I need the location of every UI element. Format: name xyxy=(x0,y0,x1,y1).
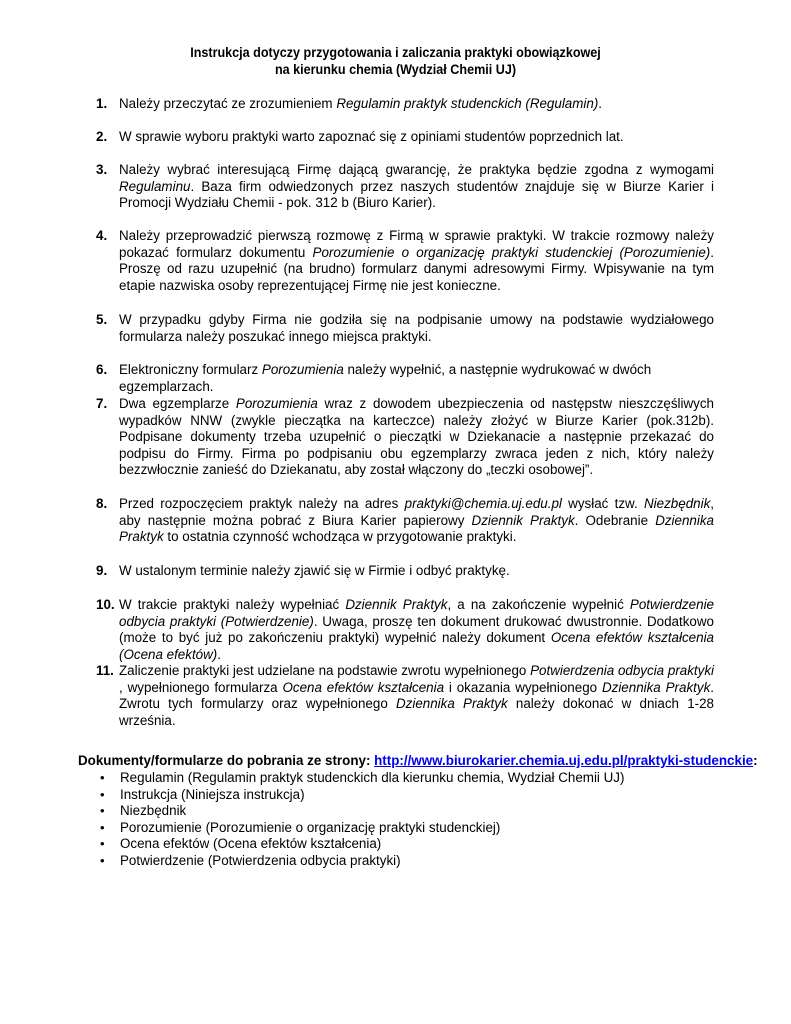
text-segment: , aby następnie można pobrać z Biura Karier papierowy xyxy=(119,496,714,528)
italic-text: Dziennika Praktyk xyxy=(396,696,508,712)
downloads-heading-colon: : xyxy=(753,753,758,768)
text-segment: Należy wybrać interesującą Firmę dającą gwarancję, że praktyka będzie zgodna z wymogami xyxy=(119,162,714,177)
list-item-3 xyxy=(96,162,714,212)
text-segment: i okazania wypełnionego xyxy=(444,679,602,695)
italic-text: Porozumienia xyxy=(261,362,344,377)
list-item-9 xyxy=(96,563,714,580)
italic-text: Potwierdzenie odbycia praktyki (Potwierdzenie) xyxy=(119,597,715,629)
item-number: 11. xyxy=(96,663,114,678)
list-item xyxy=(96,803,736,820)
italic-text: Porozumienia xyxy=(235,396,318,411)
text-segment: . xyxy=(598,96,603,111)
item-number: 2. xyxy=(96,129,108,144)
downloads-list xyxy=(96,770,736,870)
italic-text: Regulaminu xyxy=(119,178,191,194)
item-text xyxy=(119,396,714,479)
text-segment: Dwa egzemplarze xyxy=(119,396,236,411)
text-segment: Zaliczenie praktyki jest udzielane na podstawie zwrotu wypełnionego xyxy=(119,663,531,678)
item-text xyxy=(119,228,714,294)
list-item-text: Instrukcja (Niniejsza instrukcja) xyxy=(120,786,305,802)
text-segment: . Baza firm odwiedzonych przez naszych studentów znajduje się w Biurze Karier i Promocji Wydziału Chemii - pok. 312 b (Biuro Karier). xyxy=(119,178,714,211)
list-item xyxy=(96,820,736,837)
list-item-text: Regulamin (Regulamin praktyk studenckich dla kierunku chemia, Wydział Chemii UJ) xyxy=(120,770,625,785)
list-item xyxy=(96,770,736,787)
text-segment: wysłać tzw. xyxy=(561,496,645,511)
item-number: 8. xyxy=(96,496,108,511)
text-segment: W ustalonym terminie należy zjawić się w Firmie i odbyć praktykę. xyxy=(119,563,510,578)
text-segment: . Zwrotu tych formularzy oraz wypełnionego xyxy=(119,679,714,712)
italic-text: Ocena efektów kształcenia (Ocena efektów) xyxy=(119,630,714,662)
item-number: 3. xyxy=(96,162,108,177)
bullet-icon: • xyxy=(100,819,105,835)
item-text xyxy=(119,96,714,113)
text-segment: należy dokonać w dniach 1-28 września. xyxy=(119,696,715,728)
text-segment: W sprawie wyboru praktyki warto zapoznać się z opiniami studentów poprzednich lat. xyxy=(119,129,624,144)
item-number: 4. xyxy=(96,228,108,243)
list-item-7 xyxy=(96,396,714,479)
text-segment: , a na zakończenie wypełnić xyxy=(447,597,630,612)
item-text xyxy=(119,312,714,345)
list-item-text: Porozumienie (Porozumienie o organizację praktyki studenckiej) xyxy=(120,819,501,835)
bullet-icon: • xyxy=(100,770,105,785)
bullet-icon: • xyxy=(100,803,105,819)
text-segment: należy wypełnić, a następnie wydrukować w dwóch egzemplarzach. xyxy=(119,362,652,394)
list-item-10 xyxy=(96,597,714,663)
item-text xyxy=(119,362,714,395)
bullet-icon: • xyxy=(100,836,105,852)
italic-text: Dziennik Praktyk xyxy=(345,597,448,612)
item-number: 10. xyxy=(96,597,115,612)
item-number: 6. xyxy=(96,362,108,377)
item-number: 1. xyxy=(96,96,108,111)
list-item-6 xyxy=(96,362,714,395)
list-item-text: Ocena efektów (Ocena efektów kształcenia) xyxy=(120,836,382,852)
title-line-1: Instrukcja dotyczy przygotowania i zaliczania praktyki obowiązkowej xyxy=(190,45,601,60)
italic-text: praktyki@chemia.uj.edu.pl xyxy=(404,496,562,511)
item-number: 5. xyxy=(96,312,108,327)
list-item-4 xyxy=(96,228,714,294)
list-item-text: Potwierdzenie (Potwierdzenia odbycia praktyki) xyxy=(120,852,401,868)
item-text xyxy=(119,129,714,146)
list-item xyxy=(96,787,736,804)
text-segment: Elektroniczny formularz xyxy=(119,362,262,377)
downloads-link[interactable]: http://www.biurokarier.chemia.uj.edu.pl/praktyki-studenckie xyxy=(374,753,754,768)
text-segment: wraz z dowodem ubezpieczenia od następstw nieszczęśliwych wypadków NNW (zwykle pieczątka na karteczce) należy złożyć w Biurze Karier (pok.312b). Podpisane dokumenty trzeba uzupełnić o pieczątki w Dziekanacie a następnie przekazać do podpisu do Firmy. Firma po podpisaniu obu egzemplarzy zwraca jeden z nich, który należy bezzwłocznie zanieść do Dziekanatu, aby został włączony do „teczki osobowej”. xyxy=(119,396,714,478)
italic-text: Ocena efektów kształcenia xyxy=(282,679,445,695)
list-item-11 xyxy=(96,663,714,729)
item-text xyxy=(119,162,714,212)
italic-text: Dziennika Praktyk xyxy=(119,512,714,545)
document-title xyxy=(24,44,768,78)
title-line-2: na kierunku chemia (Wydział Chemii UJ) xyxy=(274,62,517,77)
text-segment: W przypadku gdyby Firma nie godziła się na podpisanie umowy na podstawie wydziałowego formularza należy poszukać innego miejsca praktyki. xyxy=(119,312,714,344)
italic-text: Porozumienie o organizację praktyki studenckiej (Porozumienie) xyxy=(312,244,711,260)
bullet-icon: • xyxy=(100,852,105,868)
item-number: 9. xyxy=(96,563,108,578)
italic-text: Dziennika Praktyk xyxy=(601,679,711,695)
text-segment: . Proszę od razu uzupełnić (na brudno) formularz danymi adresowymi Firmy. Wpisywanie na tym etapie nazwiska osoby reprezentującej Firmę nie jest konieczne. xyxy=(119,244,714,293)
bullet-icon: • xyxy=(100,786,105,802)
text-segment: . xyxy=(217,646,221,662)
list-item-text: Niezbędnik xyxy=(120,803,187,819)
list-item xyxy=(96,836,736,853)
item-text xyxy=(119,663,714,729)
text-segment: Należy przeprowadzić pierwszą rozmowę z Firmą w sprawie praktyki. W trakcie rozmowy należy pokazać formularz dokumentu xyxy=(119,228,714,260)
text-segment: Przed rozpoczęciem praktyk należy na adres xyxy=(119,496,405,511)
italic-text: Dziennik Praktyk xyxy=(471,512,575,528)
text-segment: , wypełnionego formularza xyxy=(119,679,283,695)
text-segment: Należy przeczytać ze zrozumieniem xyxy=(119,96,337,111)
list-item xyxy=(96,853,736,870)
downloads-heading-label: Dokumenty/formularze do pobrania ze strony: xyxy=(78,753,375,768)
text-segment: . Uwaga, proszę ten dokument drukować dwustronnie. Dodatkowo (może to być już po zakończeniu praktyki) wypełnić należy dokument xyxy=(119,613,714,646)
item-number: 7. xyxy=(96,396,108,411)
item-text xyxy=(119,563,714,580)
italic-text: Regulamin praktyk studenckich (Regulamin) xyxy=(336,96,599,111)
list-item-5 xyxy=(96,312,714,345)
list-item-1 xyxy=(96,96,714,113)
text-segment: to ostatnia czynność wchodząca w przygotowanie praktyki. xyxy=(163,529,517,545)
item-text xyxy=(119,597,714,663)
italic-text: Niezbędnik xyxy=(644,496,711,511)
item-text xyxy=(119,496,714,546)
italic-text: Potwierdzenia odbycia praktyki xyxy=(530,663,715,678)
text-segment: W trakcie praktyki należy wypełniać xyxy=(119,597,346,612)
list-item-8 xyxy=(96,496,714,546)
text-segment: . Odebranie xyxy=(574,512,656,528)
downloads-heading xyxy=(78,752,758,769)
list-item-2 xyxy=(96,129,714,146)
